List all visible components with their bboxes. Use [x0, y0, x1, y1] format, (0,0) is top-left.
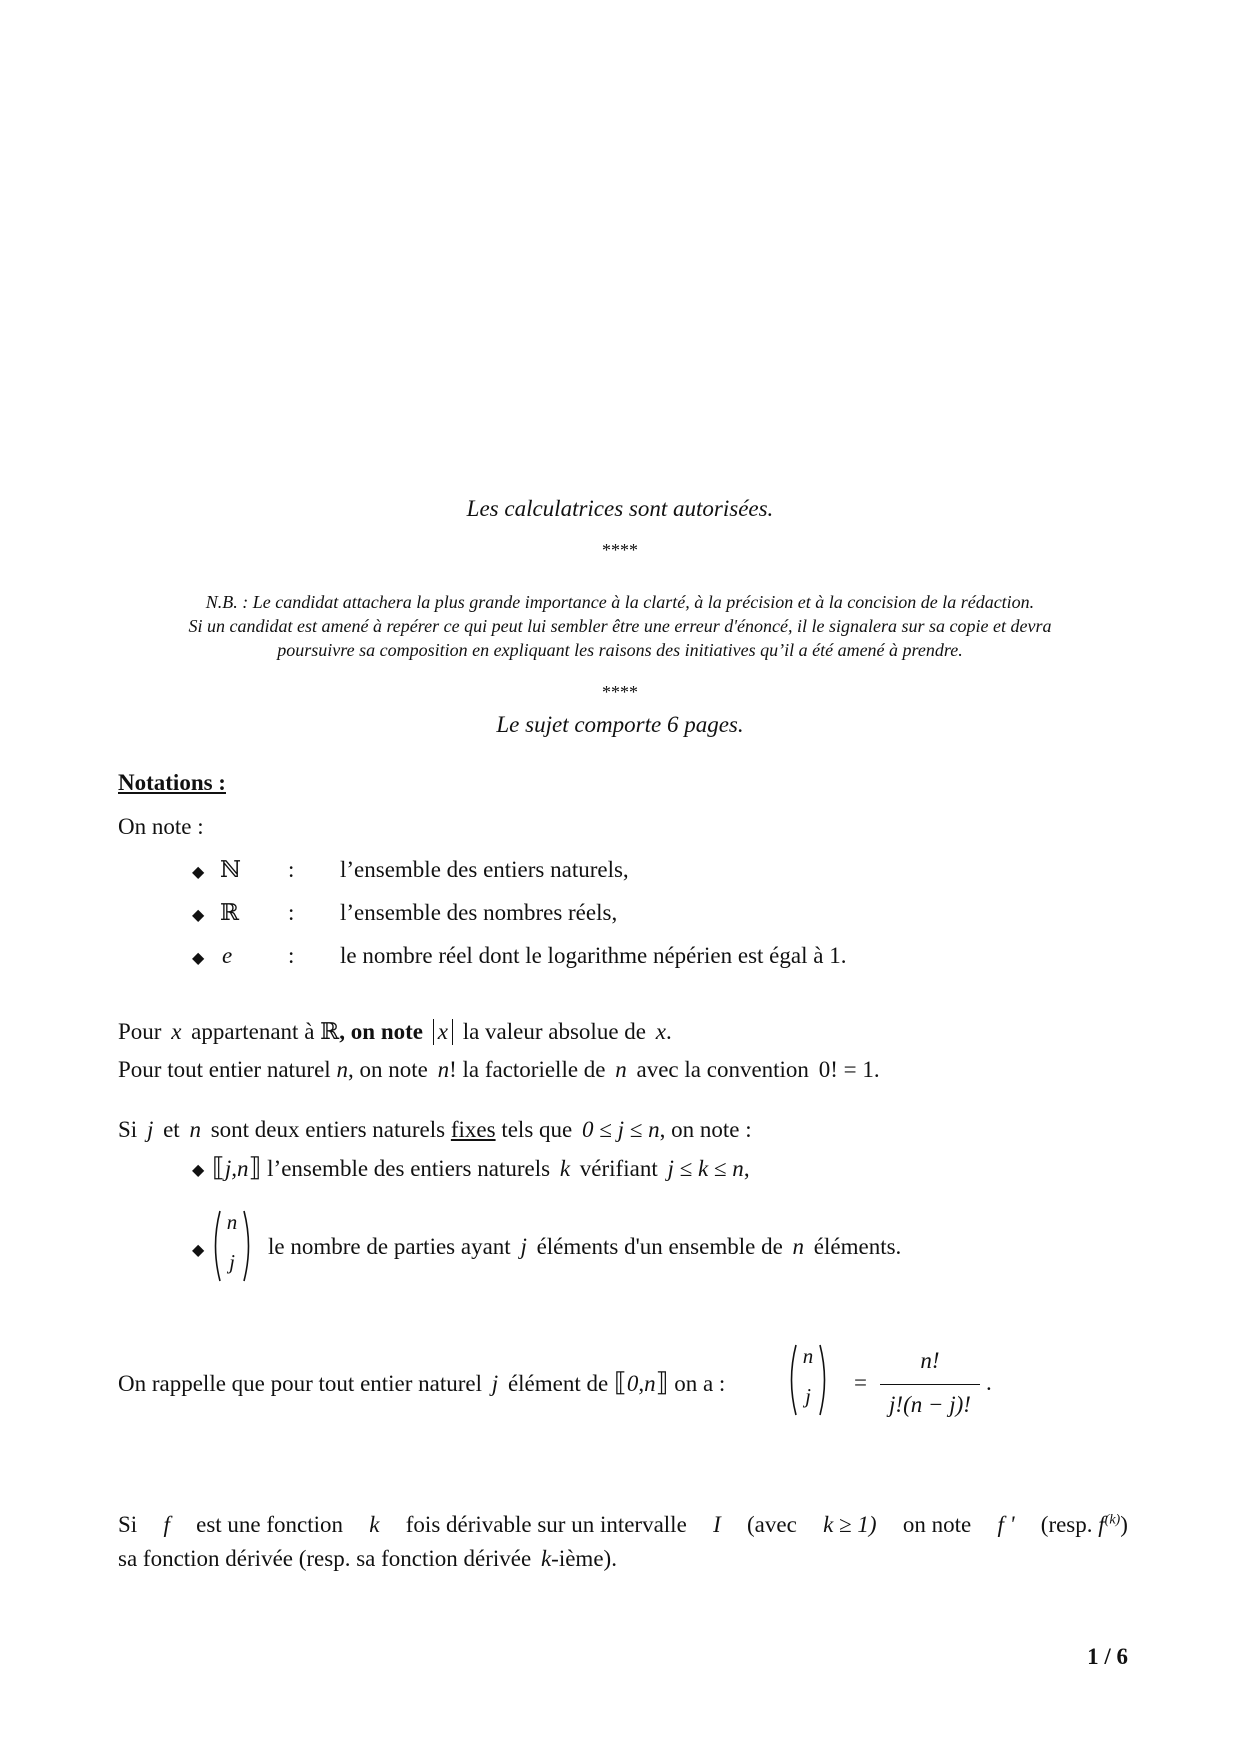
- page-count-note: Le sujet comporte 6 pages.: [496, 712, 744, 737]
- text: ): [1120, 1512, 1128, 1537]
- text: , on note: [347, 1057, 428, 1082]
- f-prime: f ': [997, 1512, 1015, 1537]
- nb-line-3: poursuivre sa composition en expliquant les raisons des initiatives qu’il a été amené à prendre.: [277, 640, 963, 660]
- text: la factorielle de: [462, 1057, 606, 1082]
- var-j: j: [520, 1234, 527, 1259]
- separator-stars: ****: [602, 540, 638, 560]
- text: élément de: [507, 1371, 609, 1396]
- text: -ième).: [551, 1546, 617, 1571]
- text: ,: [743, 1156, 750, 1181]
- text: (avec: [747, 1512, 797, 1537]
- binomial-coefficient: [786, 1342, 830, 1418]
- text: le nombre de parties ayant: [268, 1234, 511, 1259]
- var-x: x: [437, 1019, 448, 1044]
- reals-symbol: ℝ: [320, 1019, 340, 1045]
- factorial-paragraph: [118, 1057, 880, 1083]
- var-f: f: [1098, 1512, 1105, 1537]
- text: éléments.: [813, 1234, 902, 1259]
- text: Pour: [118, 1019, 162, 1044]
- naturals-symbol: ℕ: [220, 857, 242, 883]
- bullet-icon: ◆: [192, 950, 205, 967]
- text: .: [873, 1057, 880, 1082]
- inequality: j ≤ k ≤ n: [667, 1156, 744, 1181]
- left-double-bracket-icon: ⟦: [212, 1153, 225, 1182]
- text: est une fonction: [196, 1512, 344, 1537]
- reals-symbol: ℝ: [220, 900, 240, 926]
- right-double-bracket-icon: ⟧: [248, 1153, 262, 1182]
- binom-top: n: [226, 1210, 238, 1234]
- equals-sign: =: [854, 1370, 867, 1395]
- text: éléments d'un ensemble de: [536, 1234, 783, 1259]
- text: , on note: [339, 1019, 423, 1044]
- nb-line-1: N.B. : Le candidat attachera la plus grande importance à la clarté, à la précision et à la concision de la rédaction.: [205, 592, 1035, 612]
- abs-value-x: [433, 1019, 453, 1045]
- si-j-n-paragraph: [118, 1117, 752, 1143]
- text: On rappelle que pour tout entier naturel: [118, 1371, 483, 1396]
- text: vérifiant: [579, 1156, 658, 1181]
- binom-bottom: j: [805, 1384, 811, 1408]
- var-j: j: [146, 1117, 154, 1142]
- var-x: x: [655, 1019, 666, 1044]
- text: et: [163, 1117, 180, 1142]
- left-double-bracket-icon: ⟦: [613, 1368, 627, 1397]
- right-double-bracket-icon: ⟧: [655, 1368, 669, 1397]
- inequality: k ≥ 1): [823, 1512, 877, 1537]
- text: [1041, 1512, 1128, 1538]
- rappel-paragraph: [118, 1368, 725, 1398]
- text: , on note :: [659, 1117, 752, 1142]
- text: Si: [118, 1512, 138, 1537]
- notations-heading: Notations :: [118, 770, 226, 795]
- text: sont deux entiers naturels: [210, 1117, 446, 1142]
- var-I: I: [713, 1512, 721, 1537]
- interval-notation-item: [212, 1153, 750, 1183]
- text: Si: [118, 1117, 138, 1142]
- separator-stars: ****: [602, 682, 638, 702]
- notation-colon: :: [288, 943, 295, 968]
- var-f: f: [163, 1512, 170, 1537]
- derivative-paragraph-line1: [118, 1512, 1128, 1538]
- text: fois dérivable sur un intervalle: [405, 1512, 687, 1537]
- bullet-icon: ◆: [192, 907, 205, 924]
- interval-bounds: 0,n: [626, 1371, 656, 1396]
- fraction-numerator: n!: [920, 1348, 940, 1373]
- binom-top: n: [802, 1344, 814, 1368]
- convention-formula: 0! = 1: [818, 1057, 874, 1082]
- abs-value-paragraph: [118, 1019, 672, 1045]
- text: .: [986, 1370, 992, 1395]
- inequality: 0 ≤ j ≤ n: [581, 1117, 660, 1142]
- var-n: n: [792, 1234, 805, 1259]
- var-n: n: [437, 1057, 450, 1082]
- nb-line-2: Si un candidat est amené à repérer ce qui peut lui sembler être une erreur d'énoncé, il le signalera sur sa copie et devra: [188, 616, 1052, 636]
- text: on note: [902, 1512, 972, 1537]
- text: Pour tout entier naturel: [118, 1057, 331, 1082]
- var-n: n: [336, 1057, 348, 1082]
- var-k: k: [559, 1156, 571, 1181]
- text: (resp.: [1040, 1512, 1093, 1537]
- page-number: 1 / 6: [1087, 1644, 1128, 1669]
- binom-bottom: j: [229, 1250, 235, 1274]
- fraction-bar: [880, 1384, 980, 1385]
- interval-bounds: j,n: [224, 1156, 249, 1181]
- binomial-coefficient: [210, 1208, 254, 1284]
- notation-text: le nombre réel dont le logarithme népérien est égal à 1.: [340, 943, 847, 968]
- factorial-sign: !: [449, 1057, 457, 1082]
- var-k: k: [369, 1512, 380, 1537]
- text: on a :: [674, 1371, 726, 1396]
- var-n: n: [189, 1117, 201, 1142]
- derivative-order: (k): [1104, 1512, 1121, 1528]
- binomial-definition-text: [268, 1234, 901, 1260]
- bullet-icon: ◆: [192, 1162, 205, 1179]
- e-symbol: e: [222, 943, 233, 968]
- text: avec la convention: [636, 1057, 809, 1082]
- var-x: x: [171, 1019, 182, 1044]
- text: la valeur absolue de: [462, 1019, 646, 1044]
- bullet-icon: ◆: [192, 1242, 205, 1259]
- notation-text: l’ensemble des entiers naturels,: [340, 857, 629, 882]
- calculators-note: Les calculatrices sont autorisées.: [466, 496, 774, 521]
- text: tels que: [501, 1117, 573, 1142]
- derivative-paragraph-line2: [118, 1546, 617, 1572]
- notations-intro: On note :: [118, 814, 204, 839]
- notation-text: l’ensemble des nombres réels,: [340, 900, 618, 925]
- bullet-icon: ◆: [192, 864, 205, 881]
- fraction-denominator: j!(n − j)!: [889, 1392, 971, 1417]
- text: .: [665, 1019, 672, 1044]
- text: appartenant à: [191, 1019, 315, 1044]
- notation-colon: :: [288, 857, 295, 882]
- var-k: k: [540, 1546, 552, 1571]
- emphasis-fixes: fixes: [450, 1117, 496, 1142]
- var-n: n: [615, 1057, 627, 1082]
- text: l’ensemble des entiers naturels: [267, 1156, 551, 1181]
- var-j: j: [491, 1371, 499, 1396]
- text: sa fonction dérivée (resp. sa fonction dérivée: [118, 1546, 532, 1571]
- notation-colon: :: [288, 900, 295, 925]
